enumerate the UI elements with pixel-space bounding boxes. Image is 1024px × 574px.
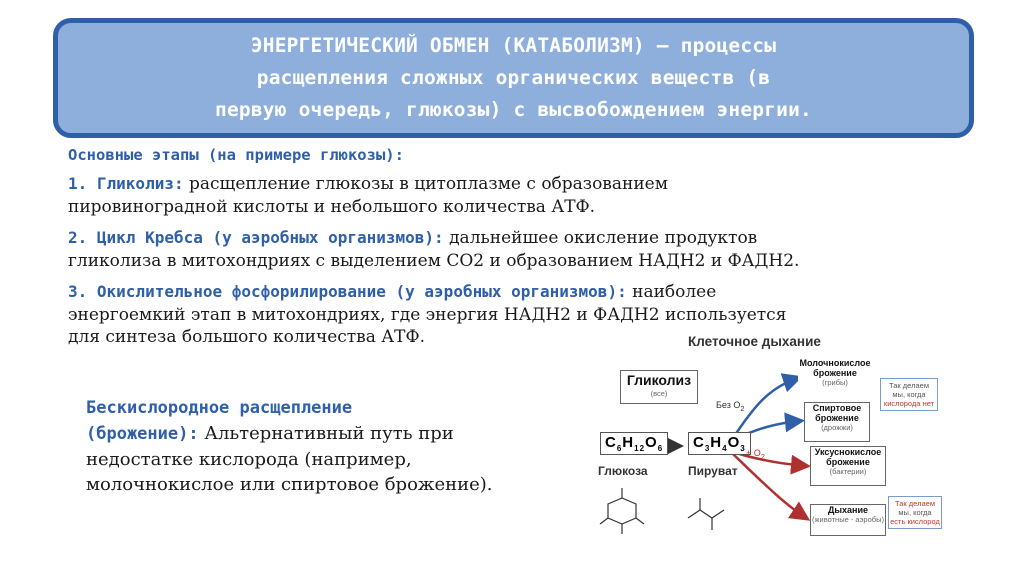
stage-text: пировиноградной кислоты и небольшого количества АТФ.: [68, 196, 596, 217]
outcome-name: Дыхание: [827, 505, 869, 515]
label-text: Без O: [716, 400, 741, 410]
side-note-with-oxygen: [888, 496, 942, 529]
outcome-name: брожение: [815, 413, 859, 423]
label-text: + O: [746, 448, 761, 458]
pyruvate-name: Пируват: [688, 464, 738, 478]
outcome-name: Спиртовое: [812, 403, 862, 413]
outcome-note: (грибы): [822, 378, 848, 387]
label-index: 2: [740, 403, 745, 413]
stage-label: 1. Гликолиз:: [68, 174, 184, 193]
formula-index: 3: [740, 444, 746, 453]
stage-text: энергоемкий этап в митохондриях, где энергия НАДН2 и ФАДН2 используется: [68, 304, 787, 325]
side-note-line: кислорода нет: [883, 399, 935, 408]
banner-line: ЭНЕРГЕТИЧЕСКИЙ ОБМЕН (КАТАБОЛИЗМ) – процессы: [250, 34, 777, 57]
fermentation-text: молочнокислое или спиртовое брожение).: [86, 474, 493, 495]
outcome-name: Уксуснокислое: [814, 447, 882, 457]
formula-index: 6: [616, 444, 623, 453]
outcome-acetic: [810, 446, 886, 486]
stage-krebs-cycle: [68, 227, 978, 272]
stage-text: расщепление глюкозы в цитоплазме с образованием: [183, 174, 668, 194]
fermentation-label: Бескислородное расщепление: [86, 398, 353, 418]
arrow-respiration: [733, 451, 806, 518]
stage-text: дальнейшее окисление продуктов: [443, 228, 758, 248]
side-note-line: Так делаем: [895, 499, 935, 508]
glucose-formula: [600, 432, 668, 455]
outcome-name: брожение: [826, 457, 870, 467]
outcome-name: брожение: [813, 368, 857, 378]
pyruvate-structure-icon: [688, 498, 724, 530]
banner-heading: [215, 30, 812, 126]
banner-line: расщепления сложных органических веществ (в: [256, 66, 771, 89]
side-note-line: Так делаем: [889, 381, 929, 390]
side-note-no-oxygen: [880, 378, 938, 411]
formula-index: 4: [722, 444, 728, 453]
formula-element: C: [693, 434, 705, 451]
fermentation-block: [86, 396, 566, 497]
without-oxygen-label: [716, 400, 745, 413]
glycolysis-box: [620, 370, 698, 404]
glucose-structure-icon: [600, 488, 644, 534]
outcome-respiration: [810, 504, 886, 536]
stages-subtitle: Основные этапы (на примере глюкозы):: [68, 146, 404, 164]
side-note-line: мы, когда: [892, 390, 926, 399]
label-index: 2: [760, 451, 765, 461]
formula-index: 6: [657, 444, 664, 453]
with-oxygen-label: [746, 448, 765, 461]
glycolysis-note: (все): [650, 389, 668, 398]
glycolysis-label: Гликолиз: [626, 372, 692, 388]
stage-text: наиболее: [626, 282, 717, 302]
fermentation-text: Альтернативный путь при: [198, 423, 454, 444]
fermentation-label: (брожение):: [86, 424, 199, 444]
formula-element: H: [622, 434, 635, 451]
glucose-name: Глюкоза: [598, 464, 648, 478]
outcome-note: (бактерии): [829, 467, 867, 476]
stage-text: для синтеза большого количества АТФ.: [68, 327, 426, 347]
stage-label: 3. Окислительное фосфорилирование (у аэробных организмов):: [68, 282, 627, 301]
side-note-line: мы, когда: [898, 508, 932, 517]
outcome-alcoholic: [804, 402, 870, 442]
outcome-lactic: [798, 358, 872, 392]
title-banner: [53, 18, 974, 138]
formula-element: H: [710, 434, 723, 451]
outcome-note: (животные - аэробы): [812, 515, 884, 524]
formula-index: 12: [634, 444, 646, 453]
outcome-name: Молочнокислое: [799, 358, 871, 368]
outcome-note: (дрожжи): [821, 423, 853, 432]
banner-line: первую очередь, глюкозы) с высвобождением энергии.: [215, 98, 812, 121]
stage-text: гликолиза в митохондриях с выделением СО2 и образованием НАДН2 и ФАДН2.: [68, 250, 800, 271]
cell-respiration-diagram: [588, 328, 948, 568]
formula-element: C: [605, 434, 617, 451]
formula-element: O: [727, 434, 741, 451]
pyruvate-formula: [688, 432, 751, 455]
stage-glycolysis: [68, 173, 978, 218]
formula-index: 3: [704, 444, 711, 453]
stages-section: [68, 146, 978, 358]
fermentation-text: недостатке кислорода (например,: [86, 449, 412, 470]
stage-label: 2. Цикл Кребса (у аэробных организмов):: [68, 228, 444, 247]
diagram-title: Клеточное дыхание: [688, 334, 821, 349]
side-note-line: есть кислород: [890, 517, 940, 526]
formula-element: O: [645, 434, 658, 451]
